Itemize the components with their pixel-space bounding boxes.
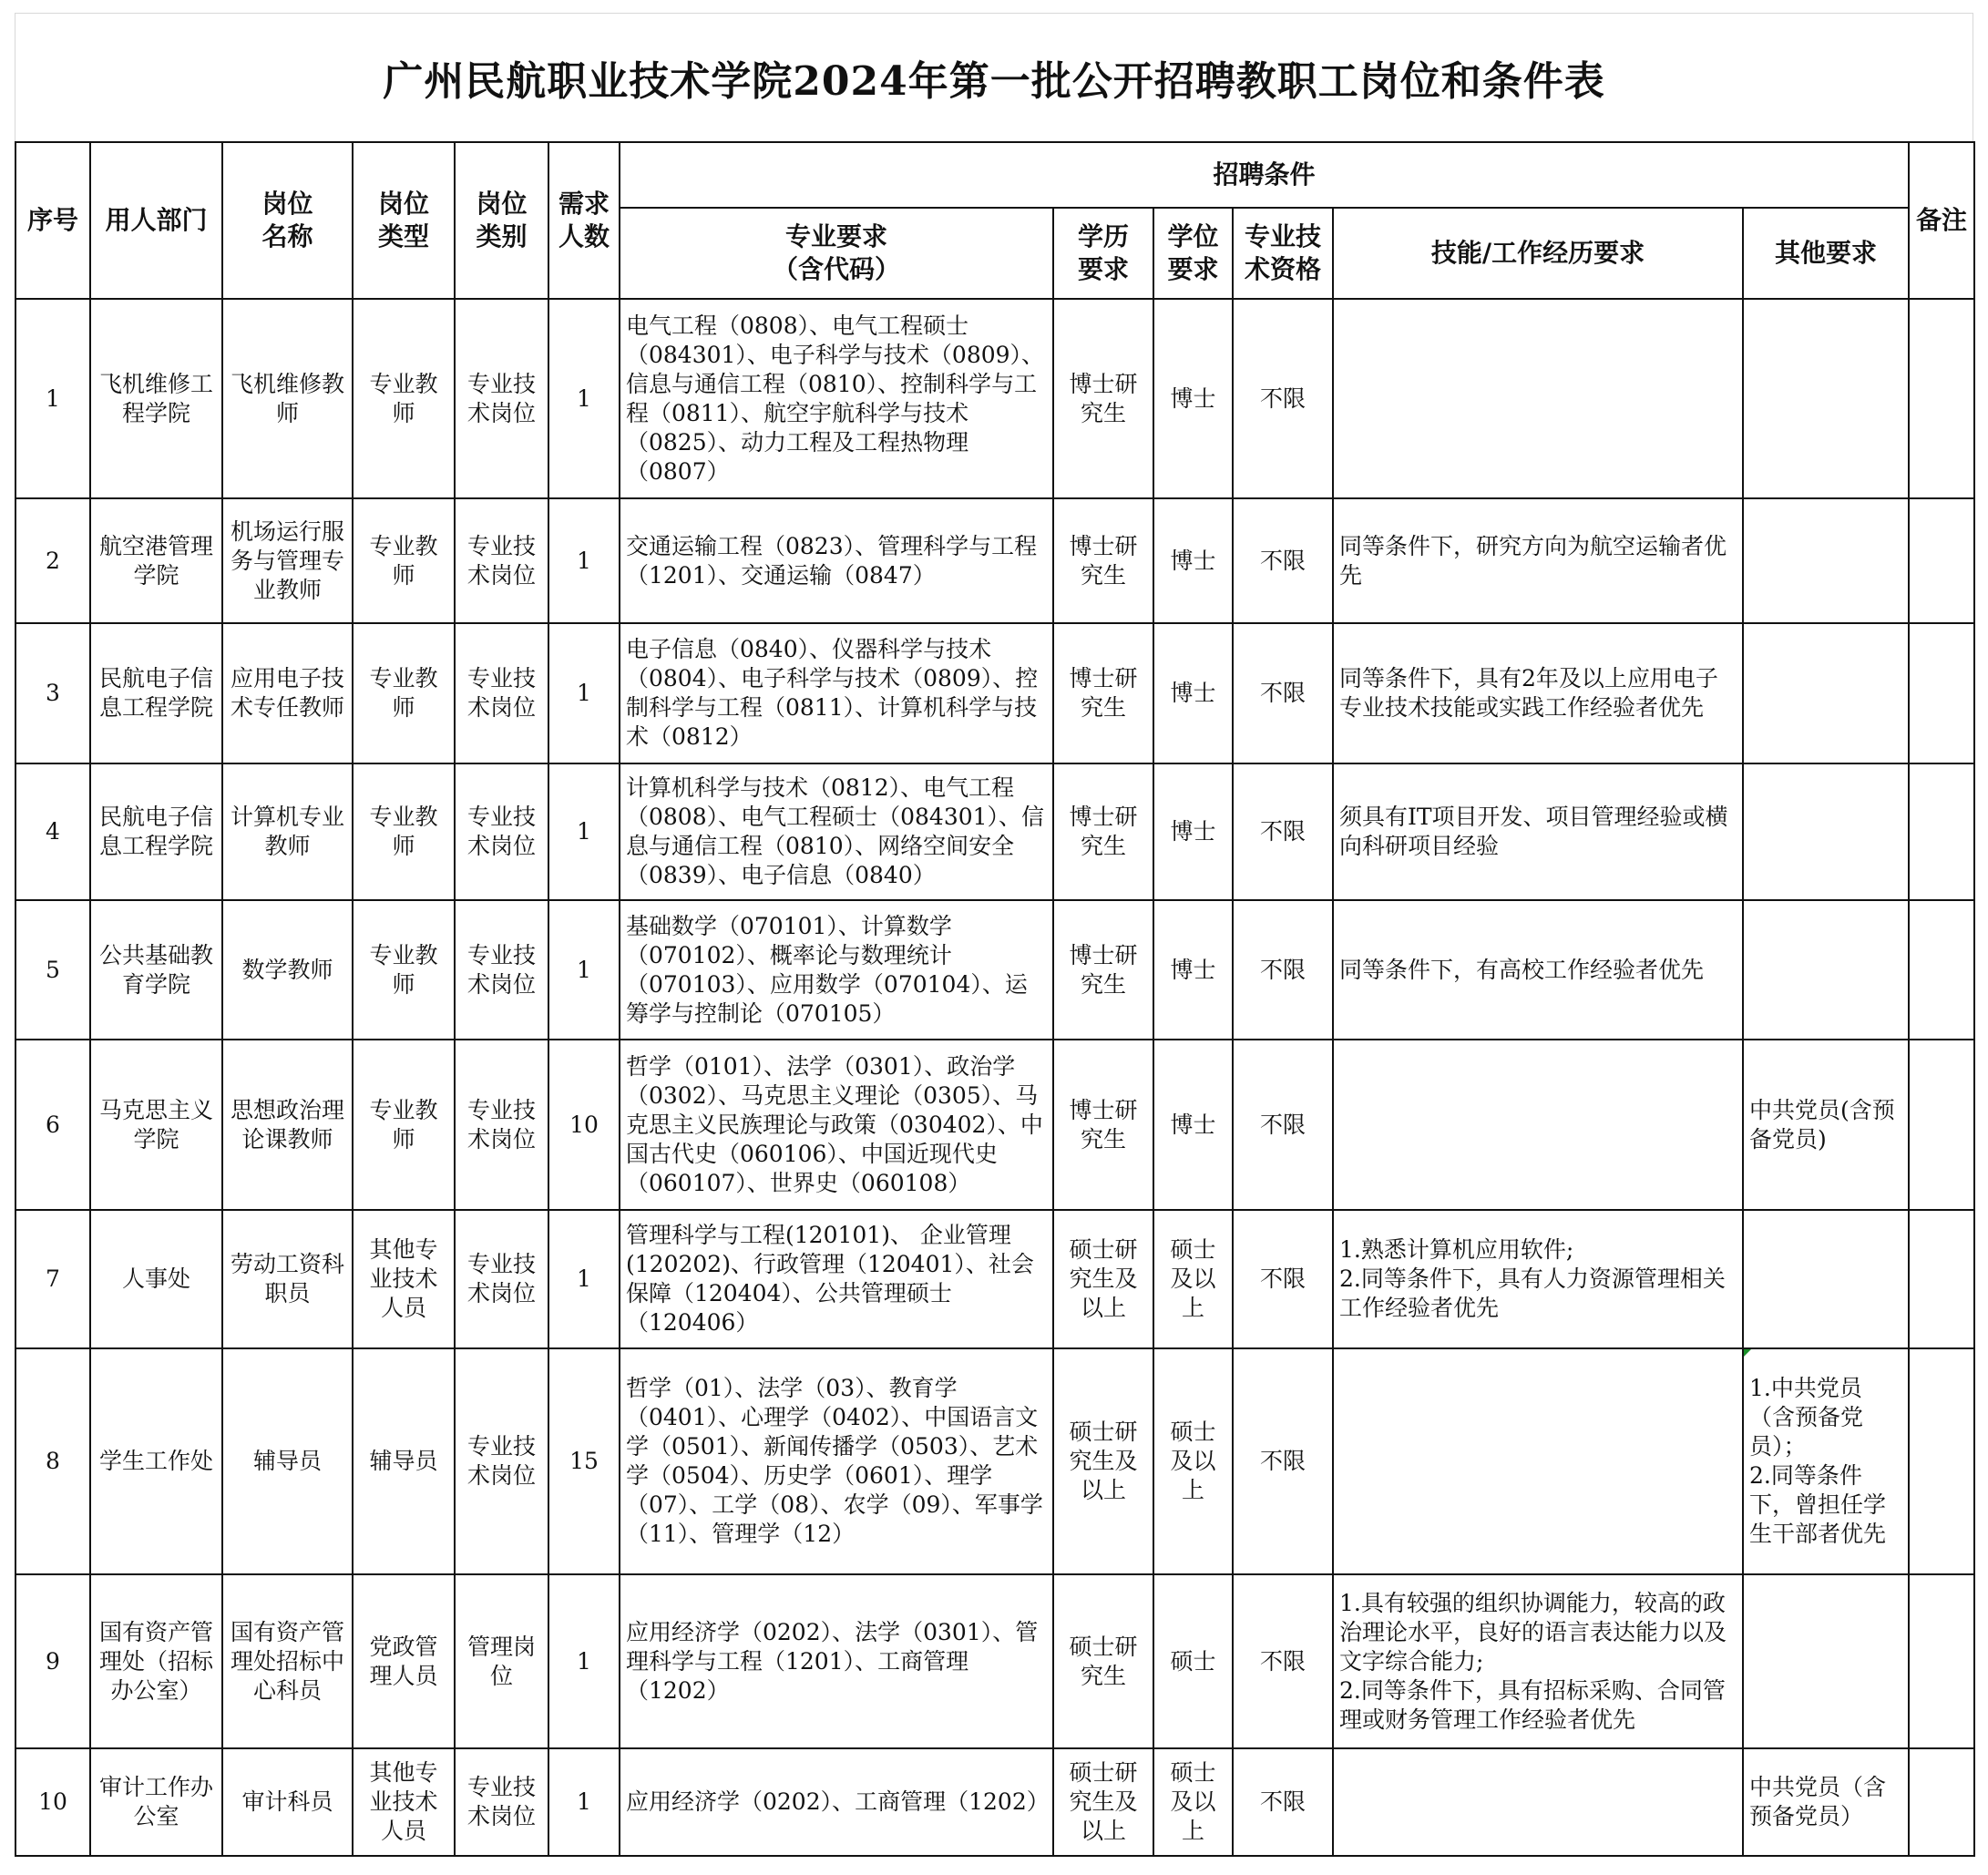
post-name-cell: 计算机专业教师 <box>222 763 353 900</box>
other-cell: 中共党员（含预备党员） <box>1743 1748 1909 1856</box>
major-cell: 基础数学（070101）、计算数学（070102）、概率论与数理统计（070103）、应用数学（070104）、运筹学与控制论（070105） <box>620 900 1053 1040</box>
skills-cell: 同等条件下，具有2年及以上应用电子专业技术技能或实践工作经验者优先 <box>1333 623 1743 763</box>
count-cell: 1 <box>548 763 620 900</box>
header-post-type: 岗位 类型 <box>353 142 455 299</box>
dept-cell: 马克思主义学院 <box>90 1040 222 1210</box>
post-type-cell: 党政管理人员 <box>353 1574 455 1748</box>
header-remarks: 备注 <box>1909 142 1974 299</box>
skills-cell: 须具有IT项目开发、项目管理经验或横向科研项目经验 <box>1333 763 1743 900</box>
skills-cell: 1.具有较强的组织协调能力，较高的政治理论水平，良好的语言表达能力以及文字综合能力; 2.同等条件下，具有招标采购、合同管理或财务管理工作经验者优先 <box>1333 1574 1743 1748</box>
remarks-cell <box>1909 1348 1974 1574</box>
header-other: 其他要求 <box>1743 208 1909 299</box>
count-cell: 1 <box>548 1574 620 1748</box>
skills-cell <box>1333 1748 1743 1856</box>
post-name-cell: 劳动工资科职员 <box>222 1210 353 1348</box>
post-type-cell: 其他专业技术人员 <box>353 1210 455 1348</box>
dept-cell: 民航电子信息工程学院 <box>90 763 222 900</box>
other-cell <box>1743 1210 1909 1348</box>
remarks-cell <box>1909 900 1974 1040</box>
remarks-cell <box>1909 623 1974 763</box>
dept-cell: 审计工作办公室 <box>90 1748 222 1856</box>
other-cell <box>1743 763 1909 900</box>
post-name-cell: 机场运行服务与管理专业教师 <box>222 498 353 623</box>
post-type-cell: 专业教师 <box>353 1040 455 1210</box>
table-row <box>15 763 1974 900</box>
header-seq: 序号 <box>15 142 90 299</box>
dept-cell: 公共基础教育学院 <box>90 900 222 1040</box>
table-body <box>15 299 1974 1856</box>
seq-cell: 2 <box>15 498 90 623</box>
post-name-cell: 辅导员 <box>222 1348 353 1574</box>
major-cell: 电气工程（0808）、电气工程硕士（084301）、电子科学与技术（0809）、信息与通信工程（0810）、控制科学与工程（0811）、航空宇航科学与技术（0825）、动力工程及工程热物理（0807） <box>620 299 1053 498</box>
major-cell: 应用经济学（0202）、法学（0301）、管理科学与工程（1201）、工商管理（1202） <box>620 1574 1053 1748</box>
major-cell: 应用经济学（0202）、工商管理（1202） <box>620 1748 1053 1856</box>
table-row <box>15 1748 1974 1856</box>
count-cell: 1 <box>548 1210 620 1348</box>
title-area <box>15 13 1973 141</box>
count-cell: 1 <box>548 1748 620 1856</box>
dept-cell: 国有资产管理处（招标办公室） <box>90 1574 222 1748</box>
seq-cell: 5 <box>15 900 90 1040</box>
major-cell: 电子信息（0840）、仪器科学与技术（0804）、电子科学与技术（0809）、控制科学与工程（0811）、计算机科学与技术（0812） <box>620 623 1053 763</box>
qualification-cell: 不限 <box>1233 498 1333 623</box>
table-row <box>15 1348 1974 1574</box>
remarks-cell <box>1909 299 1974 498</box>
major-cell: 交通运输工程（0823）、管理科学与工程（1201）、交通运输（0847） <box>620 498 1053 623</box>
header-conditions: 招聘条件 <box>620 142 1909 208</box>
education-cell: 硕士研究生及以上 <box>1053 1748 1153 1856</box>
count-cell: 10 <box>548 1040 620 1210</box>
post-category-cell: 专业技术岗位 <box>455 1748 548 1856</box>
header-skills: 技能/工作经历要求 <box>1333 208 1743 299</box>
post-type-cell: 辅导员 <box>353 1348 455 1574</box>
table-row <box>15 623 1974 763</box>
post-category-cell: 专业技术岗位 <box>455 299 548 498</box>
major-cell: 管理科学与工程(120101)、 企业管理(120202)、行政管理（120401）、社会保障（120404）、公共管理硕士（120406） <box>620 1210 1053 1348</box>
seq-cell: 8 <box>15 1348 90 1574</box>
post-name-cell: 思想政治理论课教师 <box>222 1040 353 1210</box>
page-title: 广州民航职业技术学院2024年第一批公开招聘教职工岗位和条件表 <box>383 58 1605 105</box>
other-cell: 1.中共党员（含预备党员）； 2.同等条件下，曾担任学生干部者优先 <box>1743 1348 1909 1574</box>
qualification-cell: 不限 <box>1233 1574 1333 1748</box>
post-category-cell: 专业技术岗位 <box>455 1040 548 1210</box>
remarks-cell <box>1909 1040 1974 1210</box>
remarks-cell <box>1909 1210 1974 1348</box>
header-count: 需求 人数 <box>548 142 620 299</box>
header-dept: 用人部门 <box>90 142 222 299</box>
degree-cell: 博士 <box>1153 623 1233 763</box>
qualification-cell: 不限 <box>1233 1748 1333 1856</box>
education-cell: 博士研究生 <box>1053 498 1153 623</box>
post-name-cell: 数学教师 <box>222 900 353 1040</box>
remarks-cell <box>1909 1748 1974 1856</box>
remarks-cell <box>1909 763 1974 900</box>
other-cell <box>1743 623 1909 763</box>
count-cell: 1 <box>548 299 620 498</box>
post-type-cell: 其他专业技术人员 <box>353 1748 455 1856</box>
education-cell: 博士研究生 <box>1053 1040 1153 1210</box>
table-row <box>15 498 1974 623</box>
education-cell: 硕士研究生及以上 <box>1053 1210 1153 1348</box>
count-cell: 1 <box>548 498 620 623</box>
education-cell: 博士研究生 <box>1053 763 1153 900</box>
degree-cell: 硕士 <box>1153 1574 1233 1748</box>
degree-cell: 硕士及以上 <box>1153 1748 1233 1856</box>
degree-cell: 博士 <box>1153 299 1233 498</box>
post-category-cell: 专业技术岗位 <box>455 900 548 1040</box>
seq-cell: 1 <box>15 299 90 498</box>
remarks-cell <box>1909 498 1974 623</box>
qualification-cell: 不限 <box>1233 900 1333 1040</box>
table-row <box>15 1210 1974 1348</box>
skills-cell <box>1333 1348 1743 1574</box>
degree-cell: 硕士及以上 <box>1153 1210 1233 1348</box>
other-cell <box>1743 498 1909 623</box>
seq-cell: 6 <box>15 1040 90 1210</box>
post-category-cell: 专业技术岗位 <box>455 623 548 763</box>
qualification-cell: 不限 <box>1233 623 1333 763</box>
header-major: 专业要求 （含代码） <box>620 208 1053 299</box>
skills-cell: 1.熟悉计算机应用软件; 2.同等条件下，具有人力资源管理相关工作经验者优先 <box>1333 1210 1743 1348</box>
education-cell: 博士研究生 <box>1053 623 1153 763</box>
seq-cell: 3 <box>15 623 90 763</box>
post-name-cell: 国有资产管理处招标中心科员 <box>222 1574 353 1748</box>
header-education: 学历 要求 <box>1053 208 1153 299</box>
degree-cell: 博士 <box>1153 763 1233 900</box>
seq-cell: 4 <box>15 763 90 900</box>
recruitment-table <box>15 141 1975 1857</box>
dept-cell: 飞机维修工程学院 <box>90 299 222 498</box>
post-type-cell: 专业教师 <box>353 623 455 763</box>
qualification-cell: 不限 <box>1233 763 1333 900</box>
seq-cell: 9 <box>15 1574 90 1748</box>
recruitment-sheet <box>15 13 1973 1857</box>
header-qualification: 专业技 术资格 <box>1233 208 1333 299</box>
qualification-cell: 不限 <box>1233 1348 1333 1574</box>
skills-cell: 同等条件下，有高校工作经验者优先 <box>1333 900 1743 1040</box>
major-cell: 哲学（0101）、法学（0301）、政治学（0302）、马克思主义理论（0305）、马克思主义民族理论与政策（030402）、中国古代史（060106）、中国近现代史（060107）、世界史（060108） <box>620 1040 1053 1210</box>
post-type-cell: 专业教师 <box>353 763 455 900</box>
major-cell: 哲学（01）、法学（03）、教育学（0401）、心理学（0402）、中国语言文学（0501）、新闻传播学（0503）、艺术学（0504）、历史学（0601）、理学（07）、工学（08）、农学（09）、军事学（11）、管理学（12） <box>620 1348 1053 1574</box>
degree-cell: 博士 <box>1153 1040 1233 1210</box>
qualification-cell: 不限 <box>1233 1040 1333 1210</box>
other-cell <box>1743 900 1909 1040</box>
dept-cell: 民航电子信息工程学院 <box>90 623 222 763</box>
post-category-cell: 专业技术岗位 <box>455 498 548 623</box>
header-row-top <box>15 142 1974 208</box>
post-name-cell: 应用电子技术专任教师 <box>222 623 353 763</box>
education-cell: 博士研究生 <box>1053 299 1153 498</box>
count-cell: 15 <box>548 1348 620 1574</box>
count-cell: 1 <box>548 623 620 763</box>
header-post-category: 岗位 类别 <box>455 142 548 299</box>
post-type-cell: 专业教师 <box>353 900 455 1040</box>
post-category-cell: 专业技术岗位 <box>455 1210 548 1348</box>
seq-cell: 10 <box>15 1748 90 1856</box>
header-post-name: 岗位 名称 <box>222 142 353 299</box>
skills-cell <box>1333 299 1743 498</box>
other-cell: 中共党员(含预备党员) <box>1743 1040 1909 1210</box>
education-cell: 硕士研究生 <box>1053 1574 1153 1748</box>
dept-cell: 人事处 <box>90 1210 222 1348</box>
post-category-cell: 专业技术岗位 <box>455 1348 548 1574</box>
post-type-cell: 专业教师 <box>353 299 455 498</box>
skills-cell: 同等条件下，研究方向为航空运输者优先 <box>1333 498 1743 623</box>
post-type-cell: 专业教师 <box>353 498 455 623</box>
other-cell <box>1743 1574 1909 1748</box>
degree-cell: 博士 <box>1153 900 1233 1040</box>
remarks-cell <box>1909 1574 1974 1748</box>
table-row <box>15 299 1974 498</box>
other-cell <box>1743 299 1909 498</box>
comment-marker-icon <box>1744 1349 1751 1357</box>
table-row <box>15 1574 1974 1748</box>
dept-cell: 学生工作处 <box>90 1348 222 1574</box>
education-cell: 硕士研究生及以上 <box>1053 1348 1153 1574</box>
seq-cell: 7 <box>15 1210 90 1348</box>
table-row <box>15 900 1974 1040</box>
post-category-cell: 专业技术岗位 <box>455 763 548 900</box>
major-cell: 计算机科学与技术（0812）、电气工程（0808）、电气工程硕士（084301）、信息与通信工程（0810）、网络空间安全（0839）、电子信息（0840） <box>620 763 1053 900</box>
header-degree: 学位 要求 <box>1153 208 1233 299</box>
skills-cell <box>1333 1040 1743 1210</box>
education-cell: 博士研究生 <box>1053 900 1153 1040</box>
qualification-cell: 不限 <box>1233 299 1333 498</box>
degree-cell: 博士 <box>1153 498 1233 623</box>
post-name-cell: 飞机维修教师 <box>222 299 353 498</box>
dept-cell: 航空港管理学院 <box>90 498 222 623</box>
post-category-cell: 管理岗位 <box>455 1574 548 1748</box>
degree-cell: 硕士及以上 <box>1153 1348 1233 1574</box>
qualification-cell: 不限 <box>1233 1210 1333 1348</box>
count-cell: 1 <box>548 900 620 1040</box>
post-name-cell: 审计科员 <box>222 1748 353 1856</box>
table-row <box>15 1040 1974 1210</box>
